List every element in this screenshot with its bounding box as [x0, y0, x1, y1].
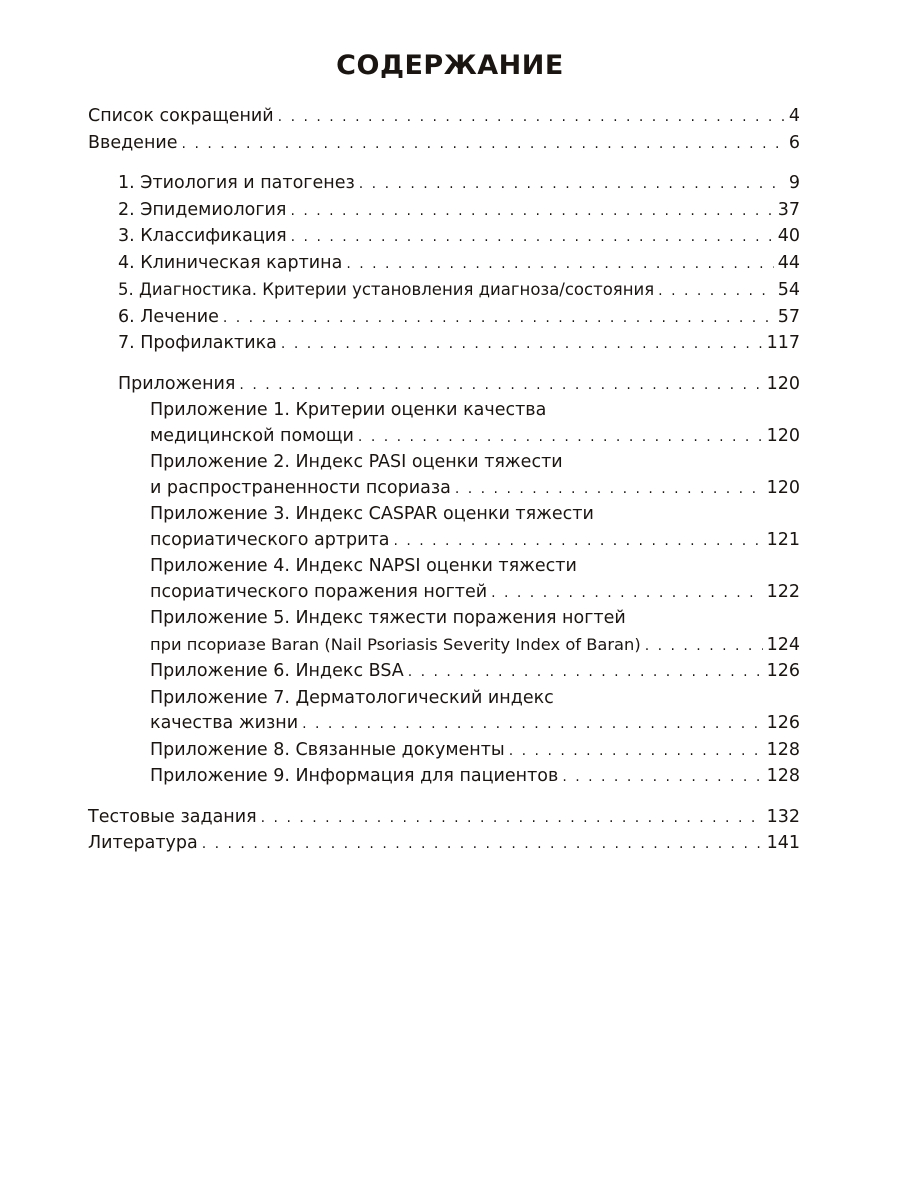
toc-entry-label: Введение	[88, 132, 178, 153]
toc-entry-label-line1: Приложение 4. Индекс NAPSI оценки тяжести	[150, 556, 577, 576]
dot-leader	[346, 252, 773, 278]
dot-leader	[202, 832, 763, 858]
toc-entry-page: 120	[766, 477, 800, 498]
toc-entry-page: 9	[788, 173, 800, 193]
toc-entry-page: 122	[766, 581, 800, 602]
toc-entry-label: при псориазе Baran (Nail Psoriasis Severity Index of Baran)	[150, 634, 641, 654]
toc-entry-appendix[interactable]	[150, 659, 800, 686]
toc-entry-label: качества жизни	[150, 713, 299, 733]
toc-entry-chapter[interactable]	[118, 251, 800, 278]
dot-leader	[658, 279, 774, 305]
dot-leader	[223, 306, 774, 332]
toc-entry-label: Тестовые задания	[88, 806, 257, 827]
toc-entry-chapter[interactable]	[118, 224, 800, 251]
toc-entry-label: 3. Классификация	[118, 226, 287, 246]
toc-entry-label: Приложение 8. Связанные документы	[150, 739, 505, 760]
toc-entry-page: 124	[766, 634, 800, 655]
toc-entry-chapter[interactable]	[118, 198, 800, 225]
toc-entry-appendix[interactable]	[150, 686, 800, 738]
toc-entry-page: 37	[777, 199, 800, 220]
dot-leader	[290, 199, 773, 225]
toc-entry-page: 40	[777, 226, 800, 246]
toc-entry-label: медицинской помощи	[150, 425, 354, 446]
toc-entry-label: Приложение 9. Информация для пациентов	[150, 766, 559, 786]
dot-leader	[562, 765, 762, 791]
toc-entry-label: Приложения	[118, 373, 236, 394]
toc-entry-chapter[interactable]	[118, 171, 800, 198]
toc-entry-appendix[interactable]	[150, 450, 800, 502]
toc-entry-label: 6. Лечение	[118, 306, 219, 327]
dot-leader	[359, 172, 785, 198]
dot-leader	[358, 425, 763, 451]
dot-leader	[281, 332, 763, 358]
toc-entry-tests[interactable]	[88, 805, 800, 832]
toc-entry-page: 120	[766, 373, 800, 394]
toc-entry-page: 4	[788, 106, 800, 126]
toc-entry-label: псориатического артрита	[150, 529, 390, 550]
toc-entry-page: 126	[766, 713, 800, 733]
toc-entry-appendix[interactable]	[150, 606, 800, 659]
toc-entry-literature[interactable]	[88, 831, 800, 858]
page-title: СОДЕРЖАНИЕ	[336, 50, 564, 81]
toc-entry-page: 44	[777, 252, 800, 273]
table-of-contents	[0, 104, 900, 858]
dot-leader	[239, 373, 762, 399]
toc-entry-page: 120	[766, 425, 800, 446]
toc-entry-label: псориатического поражения ногтей	[150, 581, 488, 602]
toc-entry-appendix[interactable]	[150, 398, 800, 450]
dot-leader	[645, 634, 763, 660]
toc-entry-label: и распространенности псориаза	[150, 477, 451, 498]
toc-entry-label: Приложение 6. Индекс BSA	[150, 661, 404, 681]
toc-entry-label: Список сокращений	[88, 106, 274, 126]
toc-entry-abbreviations[interactable]	[88, 104, 800, 131]
toc-entry-label: 1. Этиология и патогенез	[118, 173, 355, 193]
dot-leader	[408, 660, 763, 686]
toc-entry-page: 121	[766, 529, 800, 550]
toc-entry-chapter[interactable]	[118, 331, 800, 358]
toc-entry-appendix[interactable]	[150, 502, 800, 554]
toc-entry-label: Литература	[88, 833, 198, 853]
dot-leader	[455, 477, 763, 503]
dot-leader	[182, 132, 785, 158]
toc-entry-chapter[interactable]	[118, 305, 800, 332]
toc-entry-introduction[interactable]	[88, 131, 800, 158]
dot-leader	[302, 712, 763, 738]
toc-entry-label: 7. Профилактика	[118, 333, 277, 353]
toc-entry-page: 117	[766, 333, 800, 353]
dot-leader	[393, 529, 762, 555]
toc-entry-appendix[interactable]	[150, 738, 800, 765]
toc-entry-label-line1: Приложение 7. Дерматологический индекс	[150, 687, 554, 708]
toc-entry-page: 132	[766, 806, 800, 827]
toc-entry-page: 128	[766, 766, 800, 786]
toc-entry-appendix[interactable]	[150, 554, 800, 606]
dot-leader	[491, 581, 762, 607]
dot-leader	[278, 105, 785, 131]
toc-entry-label-line1: Приложение 5. Индекс тяжести поражения ногтей	[150, 608, 626, 628]
dot-leader	[509, 739, 763, 765]
dot-leader	[291, 225, 774, 251]
toc-entry-label-line1: Приложение 2. Индекс PASI оценки тяжести	[150, 452, 563, 472]
dot-leader	[261, 806, 763, 832]
toc-entry-label: 2. Эпидемиология	[118, 199, 287, 220]
toc-entry-appendix[interactable]	[150, 764, 800, 791]
toc-entry-appendices[interactable]	[118, 372, 800, 399]
toc-entry-page: 6	[788, 132, 800, 153]
toc-entry-page: 128	[766, 739, 800, 760]
toc-entry-page: 57	[777, 306, 800, 327]
toc-entry-label-line1: Приложение 1. Критерии оценки качества	[150, 400, 547, 420]
toc-entry-page: 141	[766, 833, 800, 853]
toc-entry-label: 5. Диагностика. Критерии установления диагноза/состояния	[118, 280, 655, 299]
toc-entry-page: 54	[777, 280, 800, 300]
toc-entry-label: 4. Клиническая картина	[118, 252, 343, 273]
toc-entry-page: 126	[766, 661, 800, 681]
toc-entry-label-line1: Приложение 3. Индекс CASPAR оценки тяжести	[150, 504, 594, 524]
toc-entry-chapter[interactable]	[118, 277, 800, 305]
